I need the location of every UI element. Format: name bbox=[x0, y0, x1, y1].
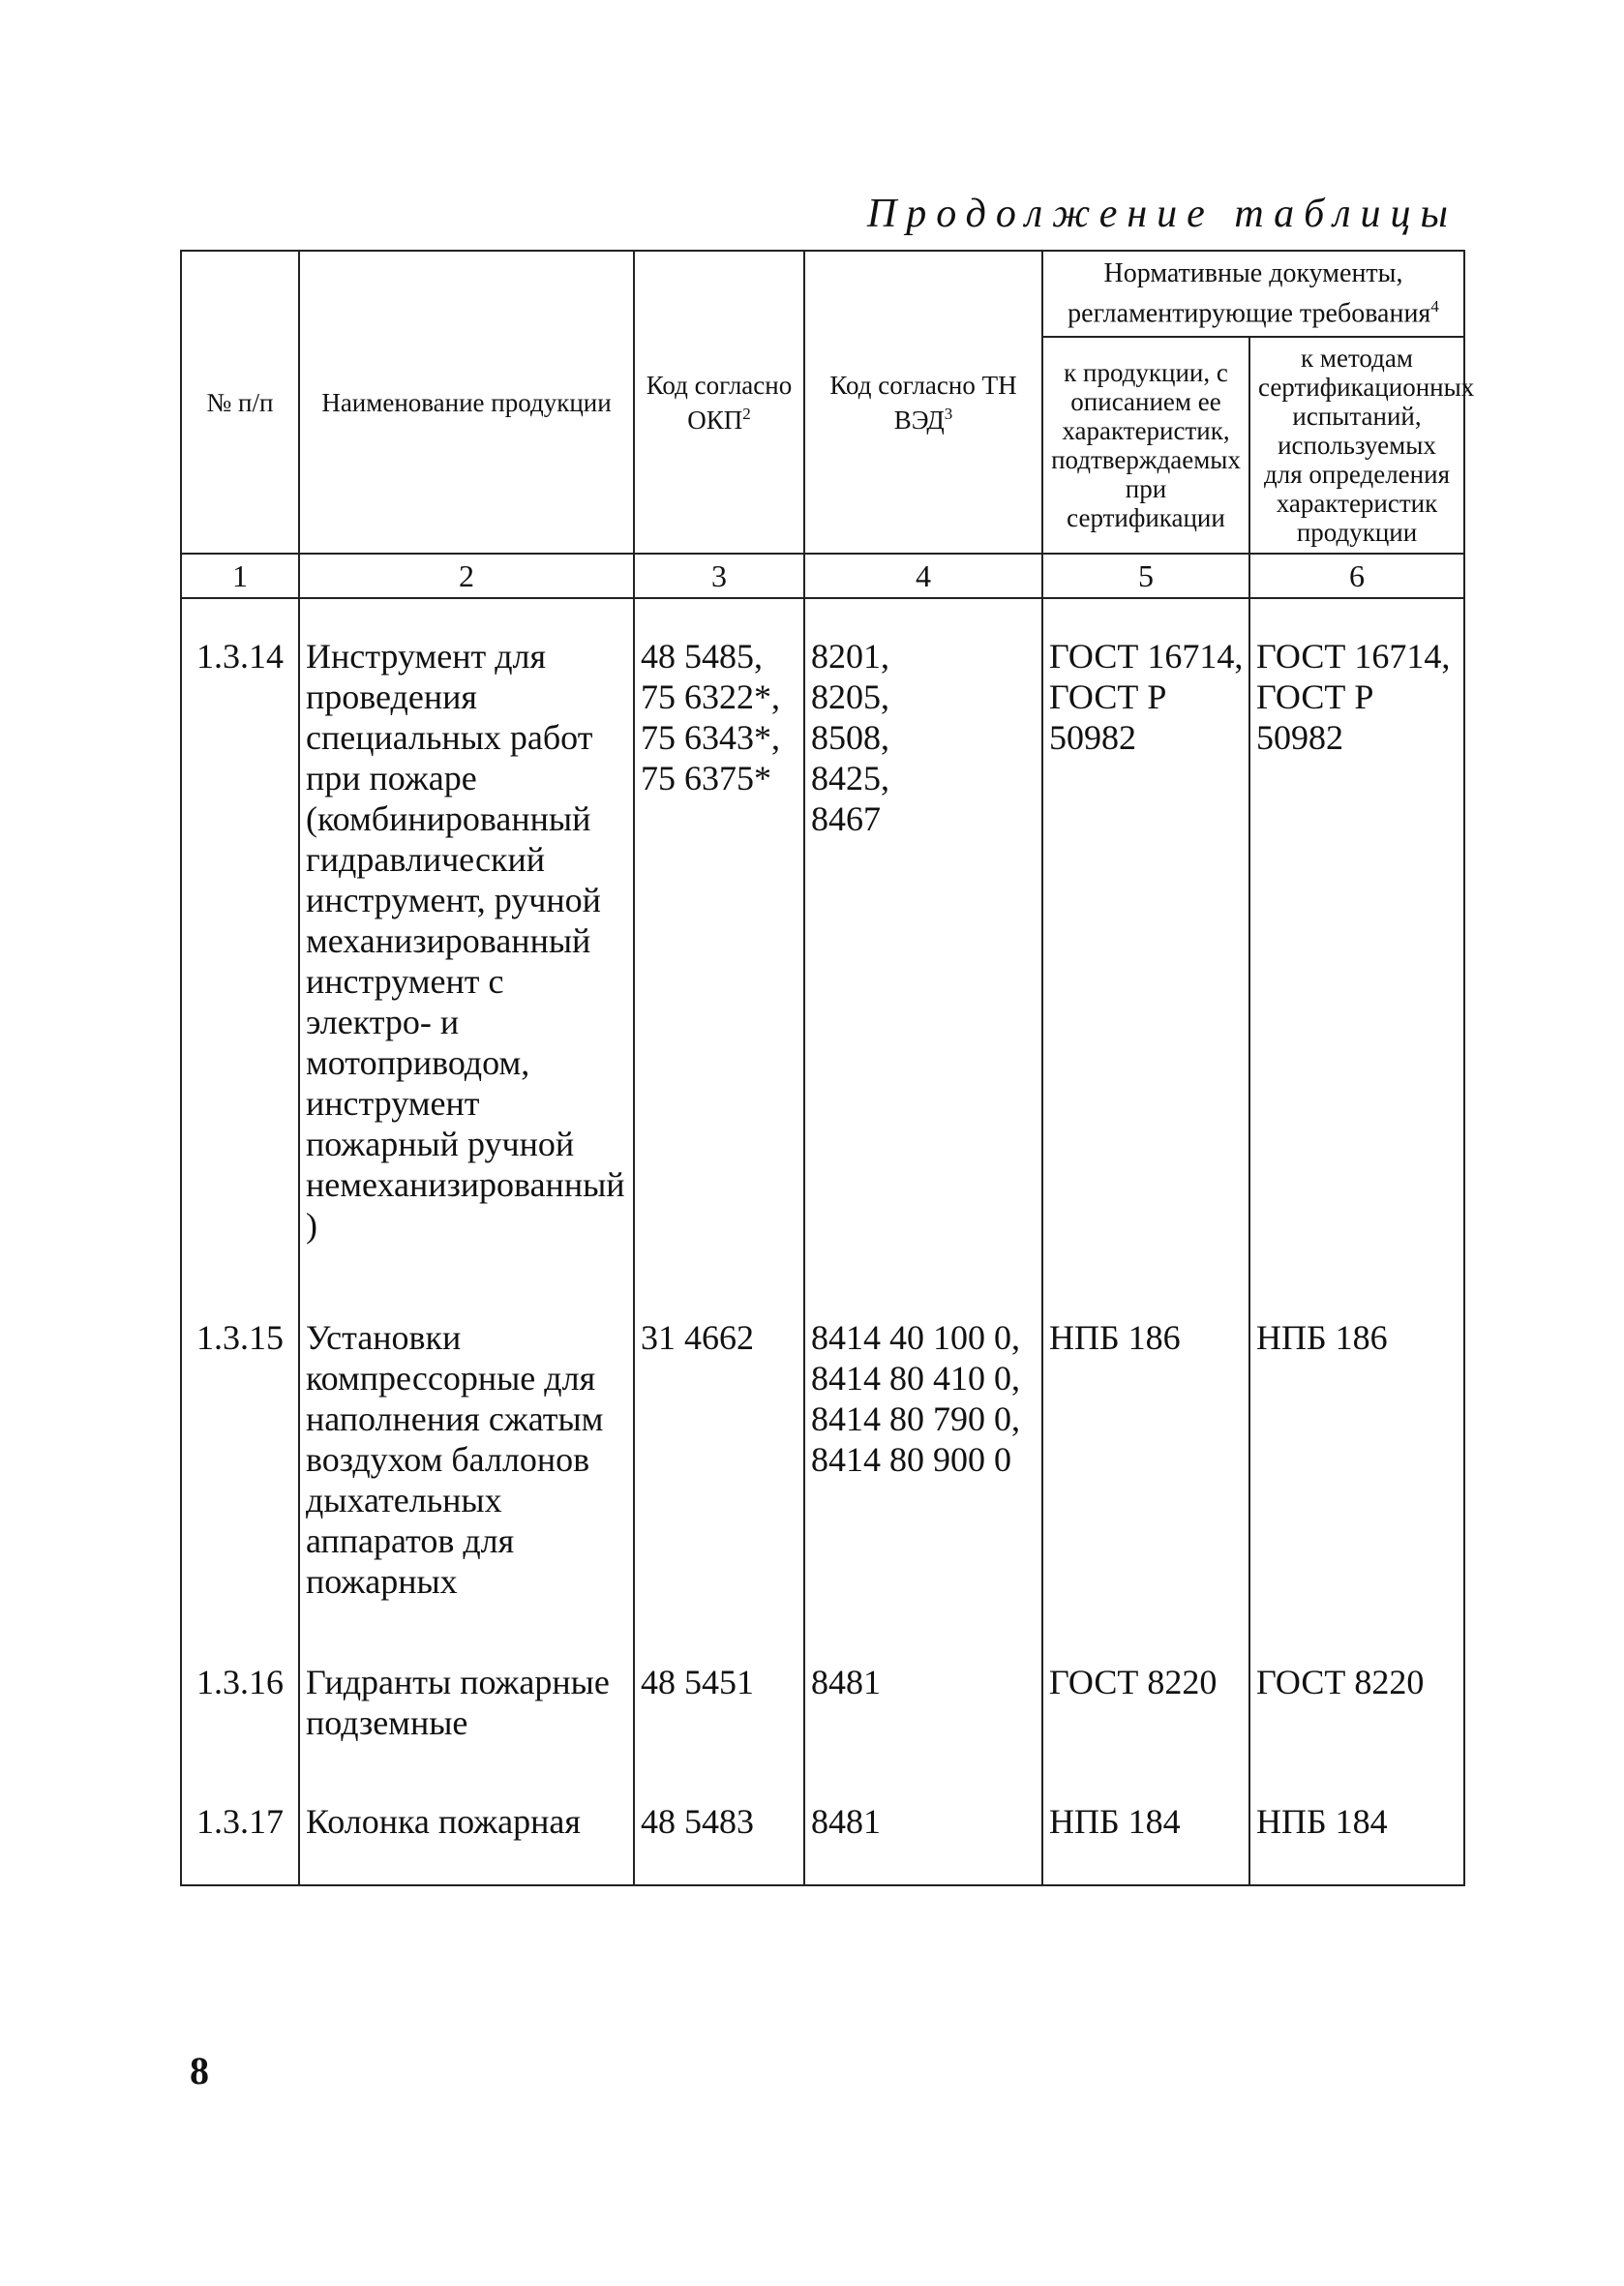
product-name-text: Гидранты пожарные подземные bbox=[306, 1663, 610, 1743]
product-name bbox=[299, 1768, 634, 1885]
okp-code-line: 48 5451 bbox=[641, 1663, 754, 1702]
header-normative-docs: Нормативные документы, регламентирующие требования$^4$ bbox=[1042, 251, 1464, 337]
column-number: 3 bbox=[634, 554, 804, 598]
product-name bbox=[299, 1278, 634, 1627]
product-name bbox=[299, 1627, 634, 1768]
header-docs-methods: к методам сертификационных испытаний, используемых для определения характеристик продукции bbox=[1249, 337, 1464, 554]
column-number: 5 bbox=[1042, 554, 1249, 598]
product-doc bbox=[1042, 1278, 1249, 1627]
header-name: Наименование продукции bbox=[299, 251, 634, 554]
tnved-code-line: 8425, bbox=[811, 759, 889, 798]
methods-doc-line: ГОСТ 16714, bbox=[1256, 637, 1451, 677]
product-name-text: Колонка пожарная bbox=[306, 1802, 581, 1842]
product-doc-line: ГОСТ 16714, bbox=[1049, 637, 1244, 677]
column-number: 1 bbox=[181, 554, 299, 598]
table-row bbox=[181, 1768, 1464, 1885]
product-name-text: Установки компрессорные для наполнения сжатым воздухом баллонов дыхательных аппаратов для пожарных bbox=[306, 1318, 604, 1602]
okp-code bbox=[634, 1278, 804, 1627]
methods-doc bbox=[1249, 598, 1464, 1278]
methods-doc bbox=[1249, 1278, 1464, 1627]
methods-doc-line: ГОСТ 8220 bbox=[1256, 1663, 1425, 1702]
tnved-code-line: 8414 40 100 0, bbox=[811, 1318, 1020, 1358]
header-okp: Код согласно ОКП$^2$ bbox=[634, 251, 804, 554]
continuation-heading: Продолжение таблицы bbox=[866, 192, 1458, 236]
methods-doc-line: 50982 bbox=[1256, 718, 1343, 758]
product-doc bbox=[1042, 1768, 1249, 1885]
tnved-code-line: 8481 bbox=[811, 1802, 881, 1842]
tnved-code-line: 8205, bbox=[811, 677, 889, 717]
tnved-code-line: 8414 80 790 0, bbox=[811, 1399, 1020, 1439]
product-name-text: Инструмент для проведения специальных работ при пожаре (комбинированный гидравлический инструмент, ручной механизированный инструмент с электро- и мотоприводом, инструмент пожарный ручной немеханизированный) bbox=[306, 637, 625, 1246]
okp-code-line: 75 6375* bbox=[641, 759, 771, 798]
tnved-code bbox=[804, 1627, 1042, 1768]
product-name bbox=[299, 598, 634, 1278]
tnved-code-line: 8508, bbox=[811, 718, 889, 758]
column-number: 4 bbox=[804, 554, 1042, 598]
row-number bbox=[181, 598, 299, 1278]
okp-code-line: 75 6343*, bbox=[641, 718, 780, 758]
methods-doc-line: НПБ 184 bbox=[1256, 1802, 1388, 1842]
product-doc bbox=[1042, 1627, 1249, 1768]
row-number-text: 1.3.15 bbox=[196, 1318, 284, 1358]
column-number: 2 bbox=[299, 554, 634, 598]
row-number bbox=[181, 1627, 299, 1768]
methods-doc-line: НПБ 186 bbox=[1256, 1318, 1388, 1358]
product-doc-line: ГОСТ 8220 bbox=[1049, 1663, 1218, 1702]
okp-code-line: 48 5483 bbox=[641, 1802, 754, 1842]
tnved-code-line: 8414 80 900 0 bbox=[811, 1440, 1011, 1480]
tnved-code-line: 8201, bbox=[811, 637, 889, 677]
row-number-text: 1.3.17 bbox=[196, 1802, 284, 1842]
header-docs-product: к продукции, с описанием ее характеристик, подтверждаемых при сертификации bbox=[1042, 337, 1249, 554]
product-doc-line: НПБ 184 bbox=[1049, 1802, 1181, 1842]
tnved-code-line: 8481 bbox=[811, 1663, 881, 1702]
methods-doc bbox=[1249, 1627, 1464, 1768]
table-row bbox=[181, 1278, 1464, 1627]
table-row bbox=[181, 1627, 1464, 1768]
tnved-code bbox=[804, 1768, 1042, 1885]
row-number bbox=[181, 1768, 299, 1885]
product-doc-line: НПБ 186 bbox=[1049, 1318, 1181, 1358]
row-number-text: 1.3.16 bbox=[196, 1663, 284, 1702]
okp-code-line: 75 6322*, bbox=[641, 677, 780, 717]
page-number: 8 bbox=[190, 2049, 209, 2092]
tnved-code bbox=[804, 598, 1042, 1278]
product-doc-line: ГОСТ Р bbox=[1049, 677, 1167, 717]
product-doc-line: 50982 bbox=[1049, 718, 1136, 758]
okp-code bbox=[634, 1627, 804, 1768]
certification-table bbox=[180, 250, 1475, 1886]
row-number-text: 1.3.14 bbox=[196, 637, 284, 677]
header-num: № п/п bbox=[181, 251, 299, 554]
methods-doc bbox=[1249, 1768, 1464, 1885]
row-number bbox=[181, 1278, 299, 1627]
table-row bbox=[181, 598, 1464, 1278]
methods-doc-line: ГОСТ Р bbox=[1256, 677, 1374, 717]
column-number: 6 bbox=[1249, 554, 1464, 598]
okp-code-line: 48 5485, bbox=[641, 637, 763, 677]
product-doc bbox=[1042, 598, 1249, 1278]
okp-code bbox=[634, 1768, 804, 1885]
tnved-code bbox=[804, 1278, 1042, 1627]
okp-code bbox=[634, 598, 804, 1278]
okp-code-line: 31 4662 bbox=[641, 1318, 754, 1358]
column-number-row bbox=[181, 554, 1464, 598]
tnved-code-line: 8414 80 410 0, bbox=[811, 1359, 1020, 1399]
tnved-code-line: 8467 bbox=[811, 799, 881, 839]
header-tnved: Код согласно ТН ВЭД$^3$ bbox=[804, 251, 1042, 554]
